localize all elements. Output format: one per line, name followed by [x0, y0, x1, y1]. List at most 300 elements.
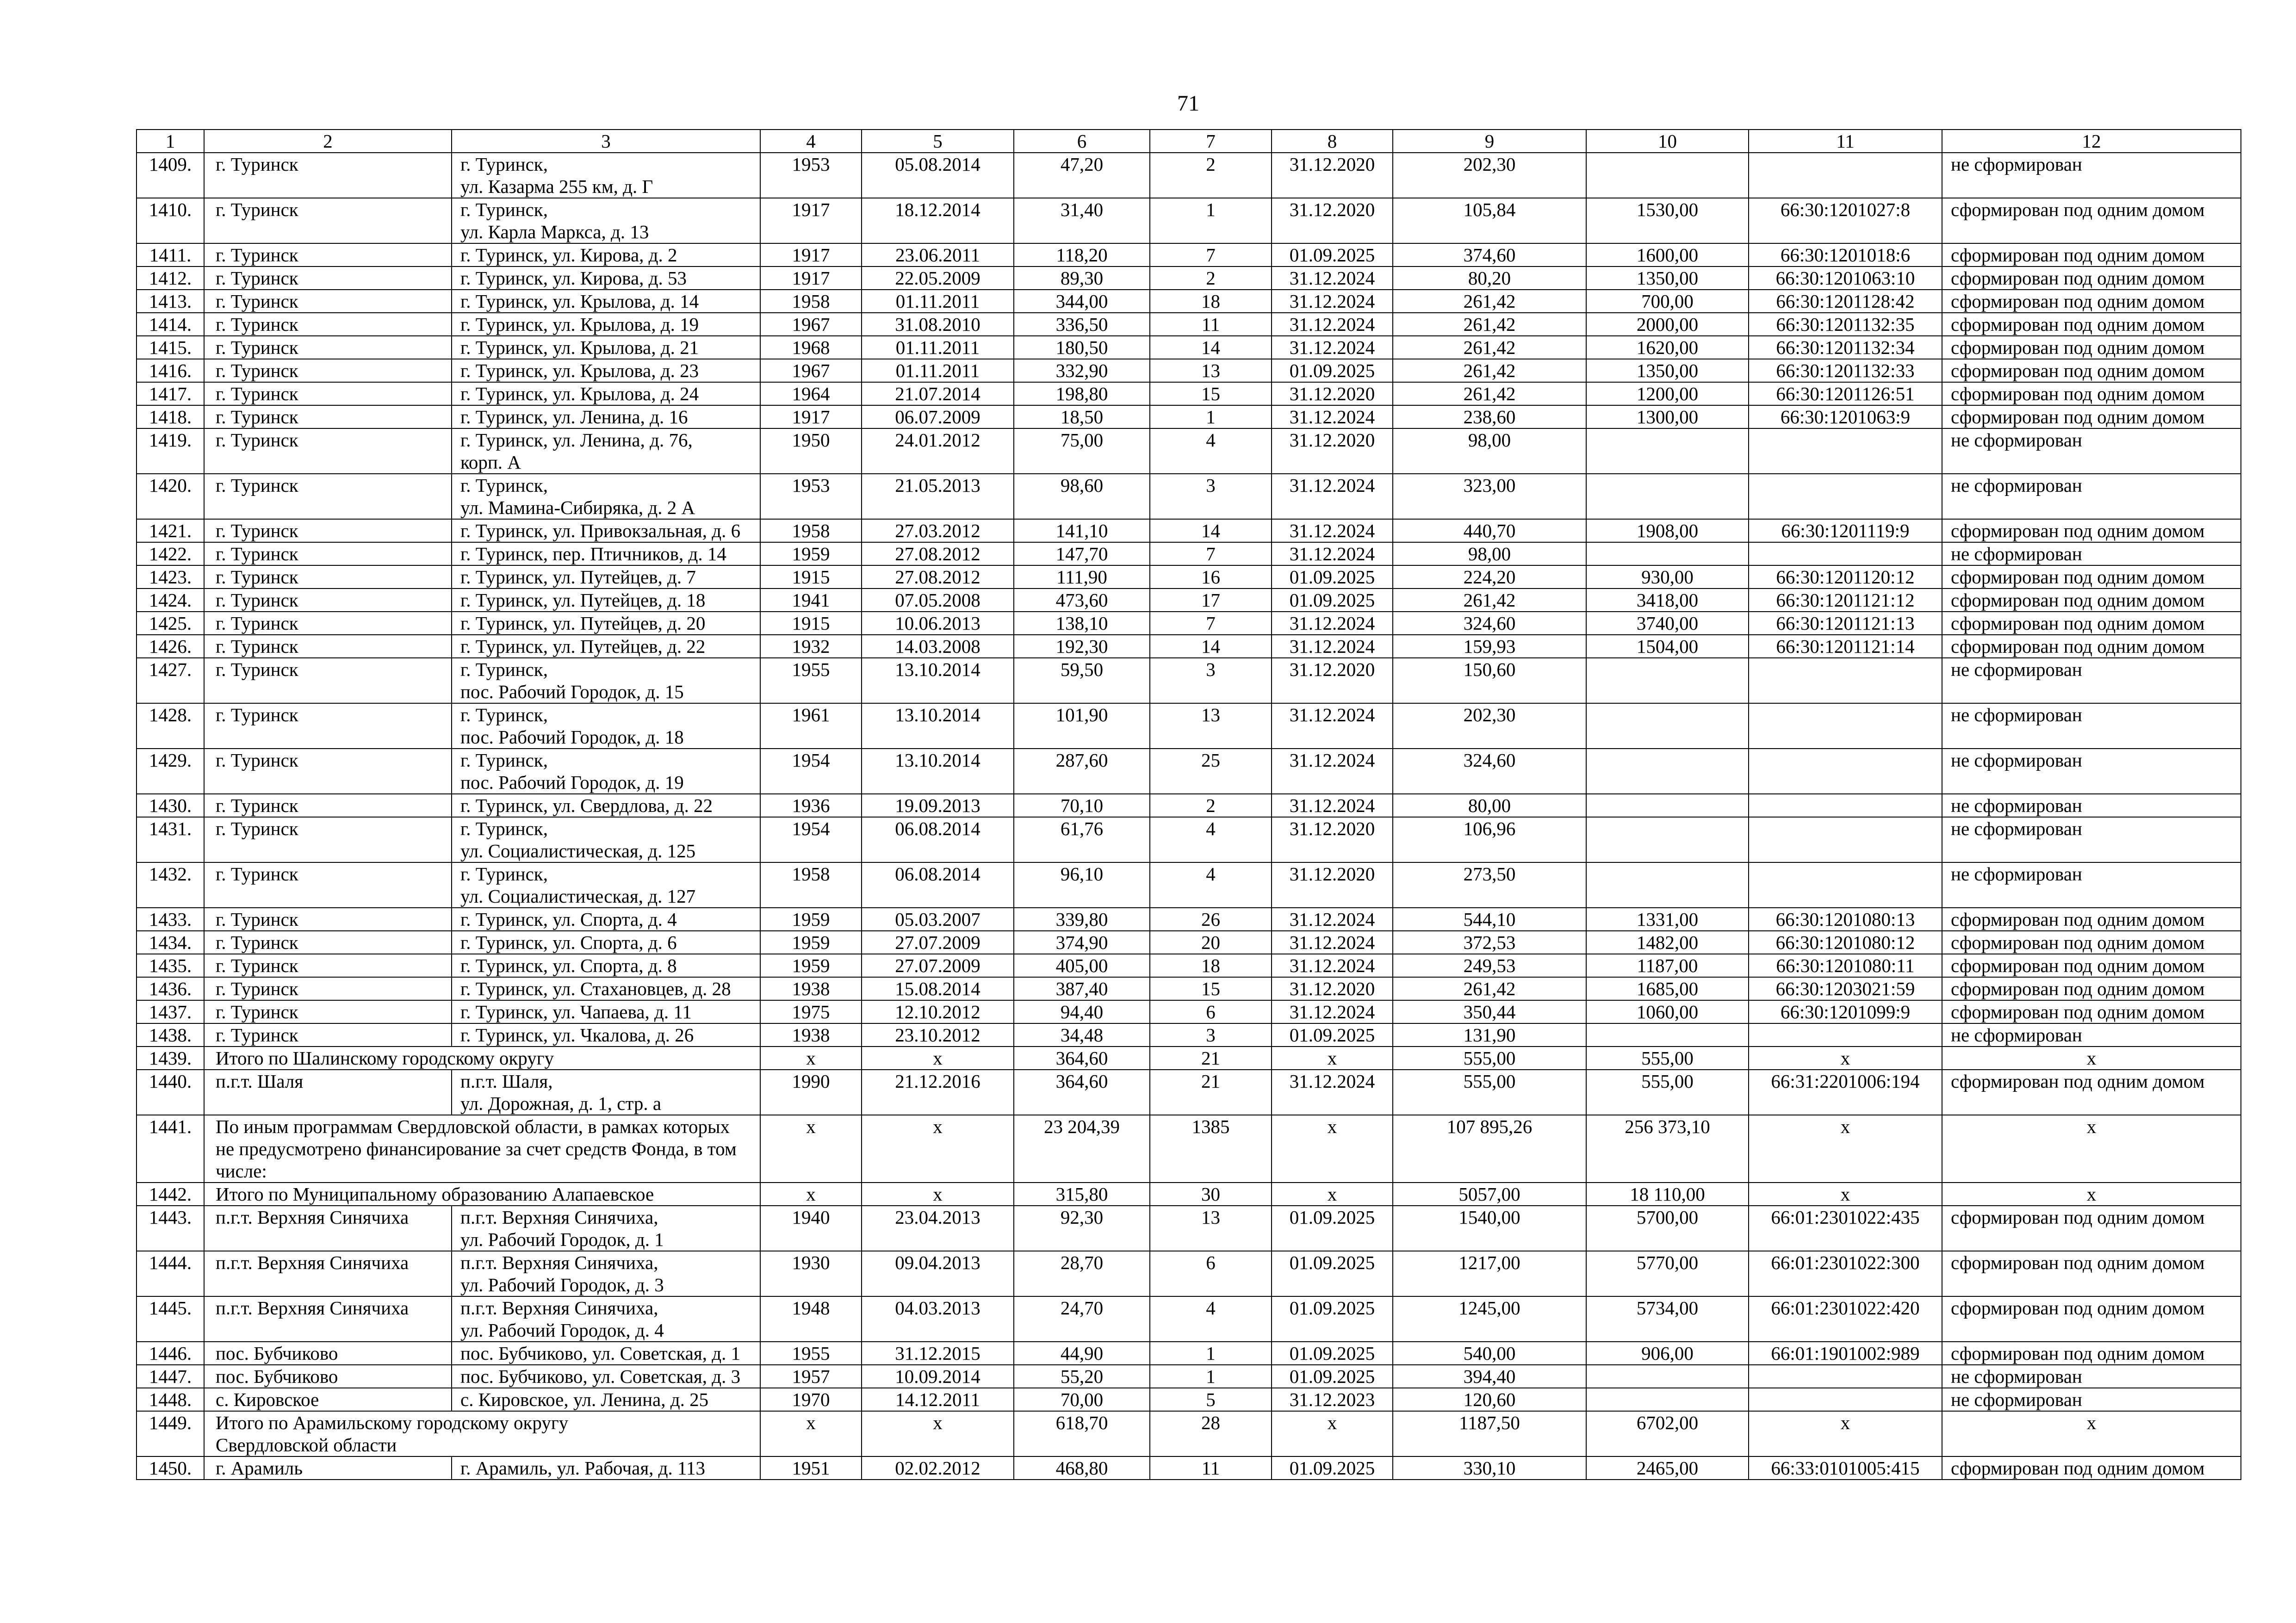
land-area-cell: 555,00	[1586, 1047, 1749, 1070]
column-header-3: 3	[452, 130, 760, 153]
land-status-cell: не сформирован	[1942, 794, 2241, 817]
emergency-date-cell: 01.11.2011	[862, 359, 1014, 382]
cadastral-number-cell: х	[1749, 1115, 1942, 1183]
cadastral-number-cell: 66:01:2301022:435	[1749, 1206, 1942, 1251]
settlement-cell: г. Туринск	[204, 703, 452, 749]
settlement-cell: п.г.т. Шаля	[204, 1070, 452, 1115]
column-header-9: 9	[1393, 130, 1586, 153]
row-number-cell: 1423.	[137, 565, 204, 588]
area-cell: 180,50	[1014, 336, 1150, 359]
emergency-date-cell: 21.12.2016	[862, 1070, 1014, 1115]
area-cell: 98,60	[1014, 474, 1150, 519]
land-area-cell: 555,00	[1586, 1070, 1749, 1115]
resettlement-date-cell: 01.09.2025	[1272, 1456, 1393, 1480]
residents-cell: 30	[1150, 1183, 1272, 1206]
address-cell: г. Туринск, ул. Крылова, д. 19	[452, 313, 760, 336]
land-area-cell: 5770,00	[1586, 1251, 1749, 1296]
residents-cell: 6	[1150, 1251, 1272, 1296]
value-9-cell: 1245,00	[1393, 1296, 1586, 1342]
address-cell: г. Туринск, ул. Крылова, д. 24	[452, 382, 760, 405]
value-9-cell: 323,00	[1393, 474, 1586, 519]
residents-cell: 7	[1150, 542, 1272, 565]
address-cell: пос. Бубчиково, ул. Советская, д. 1	[452, 1342, 760, 1365]
land-area-cell	[1586, 703, 1749, 749]
area-cell: 468,80	[1014, 1456, 1150, 1480]
table-row	[137, 703, 2241, 749]
settlement-cell: г. Туринск	[204, 382, 452, 405]
area-cell: 336,50	[1014, 313, 1150, 336]
resettlement-date-cell: 31.12.2024	[1272, 542, 1393, 565]
table-row	[137, 1251, 2241, 1296]
year-built-cell: 1967	[760, 359, 862, 382]
land-area-cell	[1586, 542, 1749, 565]
year-built-cell: 1964	[760, 382, 862, 405]
table-row	[137, 1365, 2241, 1388]
table-row	[137, 908, 2241, 931]
year-built-cell: 1958	[760, 290, 862, 313]
land-area-cell: 1331,00	[1586, 908, 1749, 931]
value-9-cell: 249,53	[1393, 954, 1586, 977]
year-built-cell: 1955	[760, 658, 862, 703]
address-cell: г. Туринск, ул. Путейцев, д. 18	[452, 588, 760, 612]
resettlement-date-cell: 31.12.2020	[1272, 428, 1393, 474]
resettlement-date-cell: 01.09.2025	[1272, 588, 1393, 612]
column-header-11: 11	[1749, 130, 1942, 153]
value-9-cell: 1540,00	[1393, 1206, 1586, 1251]
address-cell: г. Туринск, ул. Крылова, д. 23	[452, 359, 760, 382]
year-built-cell: 1954	[760, 817, 862, 862]
resettlement-date-cell: х	[1272, 1411, 1393, 1456]
residents-cell: 14	[1150, 519, 1272, 542]
address-cell: п.г.т. Шаля, ул. Дорожная, д. 1, стр. а	[452, 1070, 760, 1115]
residents-cell: 1	[1150, 1365, 1272, 1388]
cadastral-number-cell: 66:30:1201080:12	[1749, 931, 1942, 954]
cadastral-number-cell: 66:01:2301022:300	[1749, 1251, 1942, 1296]
residents-cell: 14	[1150, 635, 1272, 658]
resettlement-date-cell: 31.12.2020	[1272, 382, 1393, 405]
column-header-1: 1	[137, 130, 204, 153]
row-number-cell: 1420.	[137, 474, 204, 519]
land-status-cell: сформирован под одним домом	[1942, 954, 2241, 977]
land-status-cell: сформирован под одним домом	[1942, 1342, 2241, 1365]
table-row	[137, 1456, 2241, 1480]
residents-cell: 11	[1150, 1456, 1272, 1480]
table-row	[137, 359, 2241, 382]
year-built-cell: 1941	[760, 588, 862, 612]
row-number-cell: 1428.	[137, 703, 204, 749]
settlement-cell: г. Туринск	[204, 519, 452, 542]
area-cell: 31,40	[1014, 198, 1150, 243]
cadastral-number-cell: 66:30:1201121:12	[1749, 588, 1942, 612]
land-area-cell: 2465,00	[1586, 1456, 1749, 1480]
row-number-cell: 1446.	[137, 1342, 204, 1365]
residents-cell: 3	[1150, 474, 1272, 519]
table-row	[137, 405, 2241, 428]
land-status-cell: сформирован под одним домом	[1942, 977, 2241, 1000]
residents-cell: 25	[1150, 749, 1272, 794]
land-status-cell: сформирован под одним домом	[1942, 519, 2241, 542]
land-status-cell: сформирован под одним домом	[1942, 382, 2241, 405]
year-built-cell: х	[760, 1115, 862, 1183]
residents-cell: 18	[1150, 954, 1272, 977]
emergency-date-cell: х	[862, 1183, 1014, 1206]
address-cell: г. Туринск, ул. Свердлова, д. 22	[452, 794, 760, 817]
area-cell: 315,80	[1014, 1183, 1150, 1206]
value-9-cell: 350,44	[1393, 1000, 1586, 1023]
column-header-2: 2	[204, 130, 452, 153]
land-status-cell: сформирован под одним домом	[1942, 198, 2241, 243]
area-cell: 75,00	[1014, 428, 1150, 474]
address-cell: с. Кировское, ул. Ленина, д. 25	[452, 1388, 760, 1411]
settlement-cell: г. Туринск	[204, 266, 452, 290]
land-status-cell: не сформирован	[1942, 542, 2241, 565]
emergency-date-cell: 24.01.2012	[862, 428, 1014, 474]
area-cell: 387,40	[1014, 977, 1150, 1000]
cadastral-number-cell: 66:30:1201126:51	[1749, 382, 1942, 405]
address-cell: г. Туринск, ул. Путейцев, д. 7	[452, 565, 760, 588]
land-status-cell: х	[1942, 1411, 2241, 1456]
year-built-cell: 1953	[760, 153, 862, 198]
settlement-cell: г. Туринск	[204, 817, 452, 862]
table-header-row	[137, 130, 2241, 153]
residents-cell: 1385	[1150, 1115, 1272, 1183]
row-number-cell: 1435.	[137, 954, 204, 977]
cadastral-number-cell: 66:33:0101005:415	[1749, 1456, 1942, 1480]
group-total-row	[137, 1115, 2241, 1183]
resettlement-date-cell: 31.12.2020	[1272, 977, 1393, 1000]
emergency-date-cell: 01.11.2011	[862, 336, 1014, 359]
land-area-cell: 6702,00	[1586, 1411, 1749, 1456]
area-cell: 59,50	[1014, 658, 1150, 703]
emergency-date-cell: 06.08.2014	[862, 817, 1014, 862]
land-status-cell: сформирован под одним домом	[1942, 931, 2241, 954]
table-row	[137, 1342, 2241, 1365]
emergency-date-cell: 21.07.2014	[862, 382, 1014, 405]
resettlement-date-cell: 31.12.2024	[1272, 1070, 1393, 1115]
residents-cell: 6	[1150, 1000, 1272, 1023]
emergency-date-cell: 13.10.2014	[862, 749, 1014, 794]
land-area-cell	[1586, 749, 1749, 794]
table-row	[137, 749, 2241, 794]
resettlement-date-cell: 31.12.2024	[1272, 474, 1393, 519]
value-9-cell: 261,42	[1393, 359, 1586, 382]
address-cell: г. Туринск, ул. Привокзальная, д. 6	[452, 519, 760, 542]
row-number-cell: 1411.	[137, 243, 204, 266]
year-built-cell: 1938	[760, 1023, 862, 1047]
emergency-date-cell: 27.07.2009	[862, 954, 1014, 977]
land-status-cell: сформирован под одним домом	[1942, 1070, 2241, 1115]
residents-cell: 5	[1150, 1388, 1272, 1411]
residents-cell: 16	[1150, 565, 1272, 588]
cadastral-number-cell: х	[1749, 1411, 1942, 1456]
settlement-cell: г. Туринск	[204, 565, 452, 588]
area-cell: 34,48	[1014, 1023, 1150, 1047]
value-9-cell: 261,42	[1393, 382, 1586, 405]
area-cell: 55,20	[1014, 1365, 1150, 1388]
resettlement-date-cell: 31.12.2024	[1272, 635, 1393, 658]
cadastral-number-cell	[1749, 474, 1942, 519]
land-area-cell: 1187,00	[1586, 954, 1749, 977]
cadastral-number-cell	[1749, 1365, 1942, 1388]
resettlement-date-cell: 01.09.2025	[1272, 1023, 1393, 1047]
year-built-cell: 1953	[760, 474, 862, 519]
area-cell: 23 204,39	[1014, 1115, 1150, 1183]
row-number-cell: 1441.	[137, 1115, 204, 1183]
value-9-cell: 120,60	[1393, 1388, 1586, 1411]
cadastral-number-cell: 66:30:1201063:9	[1749, 405, 1942, 428]
resettlement-date-cell: 01.09.2025	[1272, 1206, 1393, 1251]
settlement-cell: г. Туринск	[204, 931, 452, 954]
column-header-5: 5	[862, 130, 1014, 153]
year-built-cell: 1959	[760, 954, 862, 977]
emergency-date-cell: 23.06.2011	[862, 243, 1014, 266]
year-built-cell: 1930	[760, 1251, 862, 1296]
land-status-cell: сформирован под одним домом	[1942, 336, 2241, 359]
settlement-cell: г. Туринск	[204, 1023, 452, 1047]
address-cell: г. Арамиль, ул. Рабочая, д. 113	[452, 1456, 760, 1480]
land-status-cell: сформирован под одним домом	[1942, 1296, 2241, 1342]
column-header-7: 7	[1150, 130, 1272, 153]
cadastral-number-cell: 66:30:1201018:6	[1749, 243, 1942, 266]
year-built-cell: 1932	[760, 635, 862, 658]
settlement-cell: г. Туринск	[204, 908, 452, 931]
row-number-cell: 1421.	[137, 519, 204, 542]
year-built-cell: 1959	[760, 908, 862, 931]
resettlement-date-cell: 31.12.2024	[1272, 749, 1393, 794]
table-row	[137, 565, 2241, 588]
area-cell: 96,10	[1014, 862, 1150, 908]
year-built-cell: 1968	[760, 336, 862, 359]
value-9-cell: 394,40	[1393, 1365, 1586, 1388]
emergency-date-cell: х	[862, 1411, 1014, 1456]
settlement-cell: г. Туринск	[204, 405, 452, 428]
emergency-date-cell: 21.05.2013	[862, 474, 1014, 519]
value-9-cell: 261,42	[1393, 588, 1586, 612]
settlement-cell: пос. Бубчиково	[204, 1365, 452, 1388]
settlement-cell: с. Кировское	[204, 1388, 452, 1411]
emergency-date-cell: 31.12.2015	[862, 1342, 1014, 1365]
land-status-cell: сформирован под одним домом	[1942, 565, 2241, 588]
value-9-cell: 202,30	[1393, 703, 1586, 749]
cadastral-number-cell	[1749, 1023, 1942, 1047]
emergency-date-cell: 18.12.2014	[862, 198, 1014, 243]
land-status-cell: не сформирован	[1942, 474, 2241, 519]
resettlement-date-cell: 31.12.2020	[1272, 658, 1393, 703]
value-9-cell: 440,70	[1393, 519, 1586, 542]
resettlement-date-cell: х	[1272, 1183, 1393, 1206]
year-built-cell: 1936	[760, 794, 862, 817]
address-cell: г. Туринск, ул. Спорта, д. 4	[452, 908, 760, 931]
resettlement-date-cell: 31.12.2024	[1272, 794, 1393, 817]
row-number-cell: 1442.	[137, 1183, 204, 1206]
year-built-cell: 1917	[760, 266, 862, 290]
area-cell: 138,10	[1014, 612, 1150, 635]
table-row	[137, 1388, 2241, 1411]
area-cell: 70,10	[1014, 794, 1150, 817]
land-status-cell: сформирован под одним домом	[1942, 612, 2241, 635]
table-row	[137, 1070, 2241, 1115]
address-cell: г. Туринск, ул. Стахановцев, д. 28	[452, 977, 760, 1000]
address-cell: г. Туринск, ул. Карла Маркса, д. 13	[452, 198, 760, 243]
land-status-cell: сформирован под одним домом	[1942, 359, 2241, 382]
land-area-cell: 2000,00	[1586, 313, 1749, 336]
year-built-cell: 1957	[760, 1365, 862, 1388]
address-cell: г. Туринск, ул. Ленина, д. 76, корп. А	[452, 428, 760, 474]
address-cell: г. Туринск, ул. Крылова, д. 14	[452, 290, 760, 313]
address-cell: п.г.т. Верхняя Синячиха, ул. Рабочий Городок, д. 1	[452, 1206, 760, 1251]
value-9-cell: 261,42	[1393, 977, 1586, 1000]
row-number-cell: 1413.	[137, 290, 204, 313]
resettlement-date-cell: 01.09.2025	[1272, 1251, 1393, 1296]
resettlement-date-cell: 31.12.2024	[1272, 1000, 1393, 1023]
table-row	[137, 612, 2241, 635]
area-cell: 92,30	[1014, 1206, 1150, 1251]
area-cell: 61,76	[1014, 817, 1150, 862]
row-number-cell: 1409.	[137, 153, 204, 198]
land-area-cell: 5734,00	[1586, 1296, 1749, 1342]
resettlement-date-cell: 31.12.2020	[1272, 817, 1393, 862]
column-header-10: 10	[1586, 130, 1749, 153]
land-area-cell: 1482,00	[1586, 931, 1749, 954]
emergency-date-cell: 04.03.2013	[862, 1296, 1014, 1342]
resettlement-date-cell: 01.09.2025	[1272, 1342, 1393, 1365]
emergency-date-cell: 27.08.2012	[862, 542, 1014, 565]
value-9-cell: 80,00	[1393, 794, 1586, 817]
year-built-cell: 1967	[760, 313, 862, 336]
emergency-date-cell: 12.10.2012	[862, 1000, 1014, 1023]
cadastral-number-cell	[1749, 794, 1942, 817]
land-status-cell: не сформирован	[1942, 703, 2241, 749]
land-area-cell: 1530,00	[1586, 198, 1749, 243]
land-area-cell: 700,00	[1586, 290, 1749, 313]
residents-cell: 21	[1150, 1070, 1272, 1115]
group-label-cell: Итого по Арамильскому городскому округу Свердловской области	[204, 1411, 760, 1456]
resettlement-date-cell: 31.12.2023	[1272, 1388, 1393, 1411]
land-area-cell	[1586, 474, 1749, 519]
residents-cell: 7	[1150, 612, 1272, 635]
resettlement-date-cell: 31.12.2024	[1272, 290, 1393, 313]
group-label-cell: Итого по Шалинскому городскому округу	[204, 1047, 760, 1070]
row-number-cell: 1419.	[137, 428, 204, 474]
land-status-cell: сформирован под одним домом	[1942, 1206, 2241, 1251]
table-body	[137, 153, 2241, 1480]
address-cell: г. Туринск, ул. Кирова, д. 53	[452, 266, 760, 290]
value-9-cell: 106,96	[1393, 817, 1586, 862]
row-number-cell: 1433.	[137, 908, 204, 931]
row-number-cell: 1414.	[137, 313, 204, 336]
row-number-cell: 1436.	[137, 977, 204, 1000]
land-area-cell	[1586, 1388, 1749, 1411]
column-header-12: 12	[1942, 130, 2241, 153]
land-status-cell: х	[1942, 1115, 2241, 1183]
address-cell: г. Туринск, ул. Чкалова, д. 26	[452, 1023, 760, 1047]
resettlement-date-cell: 31.12.2024	[1272, 612, 1393, 635]
land-status-cell: не сформирован	[1942, 1023, 2241, 1047]
land-status-cell: сформирован под одним домом	[1942, 313, 2241, 336]
row-number-cell: 1417.	[137, 382, 204, 405]
year-built-cell: 1940	[760, 1206, 862, 1251]
table-row	[137, 1296, 2241, 1342]
table-row	[137, 290, 2241, 313]
cadastral-number-cell: 66:30:1201119:9	[1749, 519, 1942, 542]
cadastral-number-cell: 66:30:1201080:11	[1749, 954, 1942, 977]
area-cell: 70,00	[1014, 1388, 1150, 1411]
land-area-cell: 1060,00	[1586, 1000, 1749, 1023]
emergency-date-cell: 14.03.2008	[862, 635, 1014, 658]
value-9-cell: 555,00	[1393, 1070, 1586, 1115]
residents-cell: 4	[1150, 1296, 1272, 1342]
land-area-cell: 3418,00	[1586, 588, 1749, 612]
settlement-cell: пос. Бубчиково	[204, 1342, 452, 1365]
area-cell: 94,40	[1014, 1000, 1150, 1023]
cadastral-number-cell	[1749, 542, 1942, 565]
value-9-cell: 261,42	[1393, 313, 1586, 336]
land-status-cell: сформирован под одним домом	[1942, 635, 2241, 658]
year-built-cell: 1951	[760, 1456, 862, 1480]
address-cell: г. Туринск, ул. Ленина, д. 16	[452, 405, 760, 428]
resettlement-date-cell: 31.12.2024	[1272, 954, 1393, 977]
group-total-row	[137, 1411, 2241, 1456]
address-cell: г. Туринск, ул. Спорта, д. 6	[452, 931, 760, 954]
table-row	[137, 266, 2241, 290]
value-9-cell: 374,60	[1393, 243, 1586, 266]
settlement-cell: г. Туринск	[204, 658, 452, 703]
value-9-cell: 98,00	[1393, 542, 1586, 565]
area-cell: 111,90	[1014, 565, 1150, 588]
value-9-cell: 150,60	[1393, 658, 1586, 703]
land-area-cell: 1620,00	[1586, 336, 1749, 359]
settlement-cell: г. Туринск	[204, 198, 452, 243]
year-built-cell: 1938	[760, 977, 862, 1000]
area-cell: 618,70	[1014, 1411, 1150, 1456]
year-built-cell: 1975	[760, 1000, 862, 1023]
land-area-cell: 1300,00	[1586, 405, 1749, 428]
residents-cell: 3	[1150, 1023, 1272, 1047]
year-built-cell: 1959	[760, 542, 862, 565]
year-built-cell: 1917	[760, 198, 862, 243]
table-row	[137, 382, 2241, 405]
land-area-cell: 3740,00	[1586, 612, 1749, 635]
row-number-cell: 1415.	[137, 336, 204, 359]
row-number-cell: 1426.	[137, 635, 204, 658]
settlement-cell: г. Туринск	[204, 336, 452, 359]
emergency-date-cell: 13.10.2014	[862, 703, 1014, 749]
address-cell: г. Туринск, ул. Социалистическая, д. 127	[452, 862, 760, 908]
emergency-date-cell: 27.03.2012	[862, 519, 1014, 542]
land-area-cell	[1586, 817, 1749, 862]
year-built-cell: 1917	[760, 405, 862, 428]
group-label-cell: По иным программам Свердловской области, в рамках которых не предусмотрено финансирование за счет средств Фонда, в том числе:	[204, 1115, 760, 1183]
resettlement-date-cell: 31.12.2024	[1272, 908, 1393, 931]
row-number-cell: 1432.	[137, 862, 204, 908]
land-status-cell: сформирован под одним домом	[1942, 243, 2241, 266]
year-built-cell: 1961	[760, 703, 862, 749]
value-9-cell: 555,00	[1393, 1047, 1586, 1070]
land-area-cell: 1600,00	[1586, 243, 1749, 266]
settlement-cell: г. Туринск	[204, 313, 452, 336]
row-number-cell: 1445.	[137, 1296, 204, 1342]
residents-cell: 2	[1150, 794, 1272, 817]
emergency-date-cell: 27.07.2009	[862, 931, 1014, 954]
residents-cell: 28	[1150, 1411, 1272, 1456]
emergency-date-cell: 23.04.2013	[862, 1206, 1014, 1251]
settlement-cell: г. Туринск	[204, 862, 452, 908]
land-area-cell: 1350,00	[1586, 266, 1749, 290]
group-label-cell: Итого по Муниципальному образованию Алапаевское	[204, 1183, 760, 1206]
land-status-cell: не сформирован	[1942, 1365, 2241, 1388]
land-area-cell: 1200,00	[1586, 382, 1749, 405]
settlement-cell: г. Туринск	[204, 977, 452, 1000]
